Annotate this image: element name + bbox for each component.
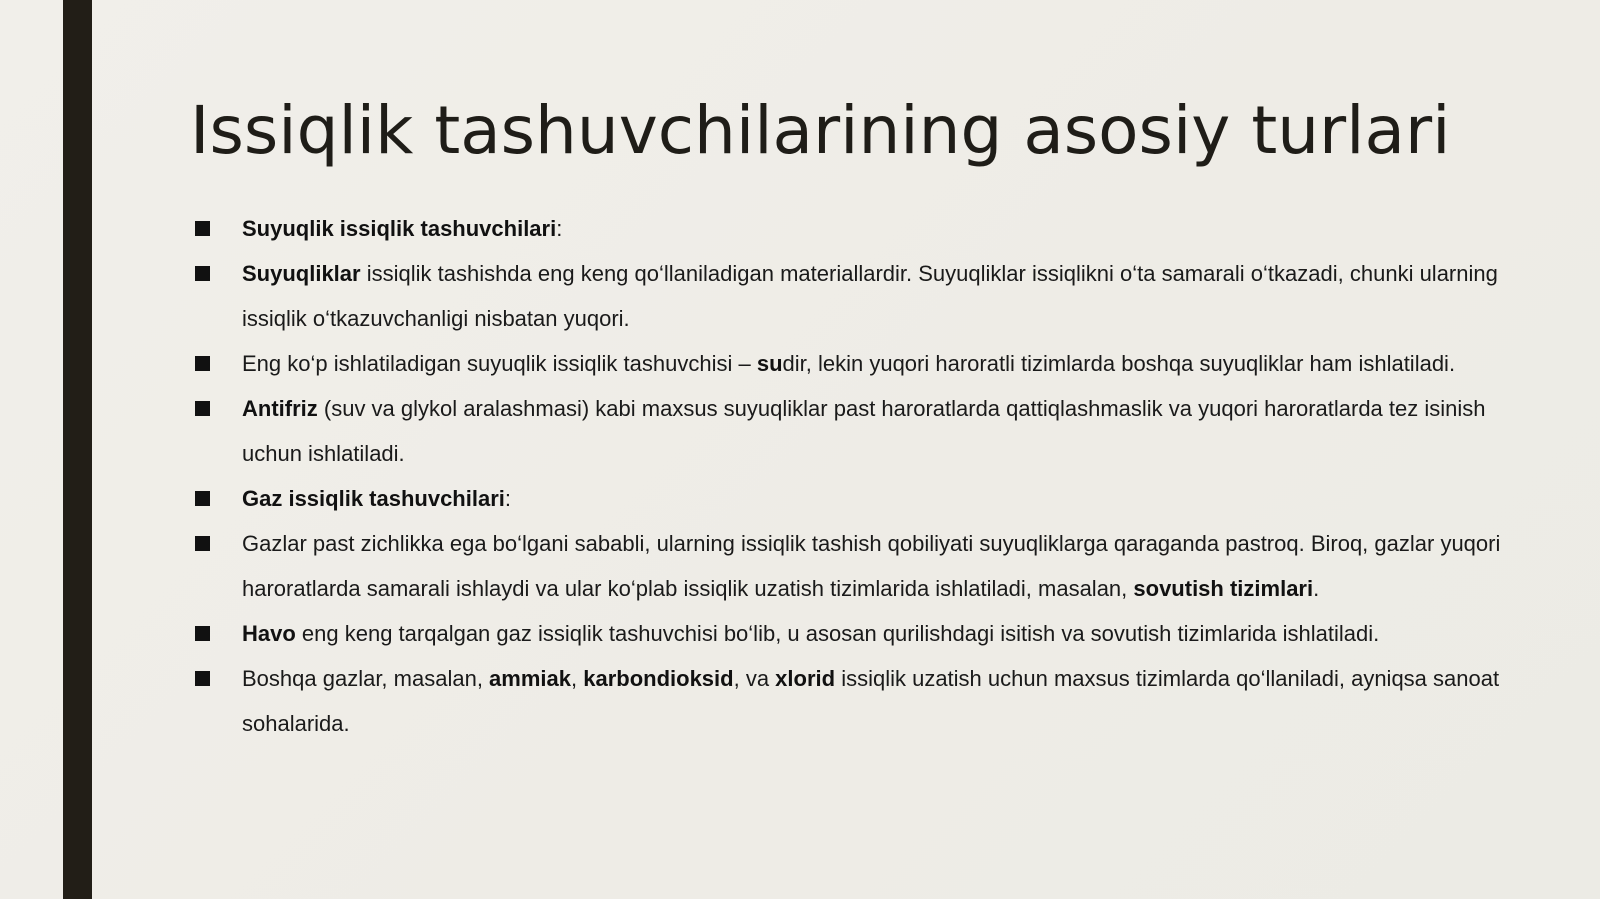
bullet-bold-text: karbondioksid bbox=[583, 666, 734, 691]
list-item bbox=[192, 521, 1532, 611]
bullet-plain-text: (suv va glykol aralashmasi) kabi maxsus suyuqliklar past haroratlarda qattiqlashmaslik va yuqori haroratlarda tez isinish uchun ishlatiladi. bbox=[242, 396, 1486, 466]
bullet-text bbox=[242, 666, 1499, 736]
bullet-text bbox=[242, 261, 1498, 331]
bullet-text bbox=[242, 486, 511, 511]
list-item bbox=[192, 656, 1532, 746]
square-bullet-icon bbox=[195, 536, 210, 551]
list-item bbox=[192, 386, 1532, 476]
list-item bbox=[192, 251, 1532, 341]
accent-bar bbox=[63, 0, 92, 899]
bullet-plain-text: , va bbox=[733, 666, 776, 691]
bullet-bold-text: ammiak bbox=[489, 666, 571, 691]
square-bullet-icon bbox=[195, 491, 210, 506]
bullet-text bbox=[242, 396, 1486, 466]
list-item bbox=[192, 206, 1532, 251]
bullet-bold-text: xlorid bbox=[775, 666, 836, 691]
list-item bbox=[192, 476, 1532, 521]
list-item bbox=[192, 341, 1532, 386]
bullet-bold-text: Suyuqlik issiqlik tashuvchilari bbox=[242, 216, 557, 241]
bullet-plain-text: dir, lekin yuqori haroratli tizimlarda boshqa suyuqliklar ham ishlatiladi. bbox=[782, 351, 1456, 376]
bullet-plain-text: : bbox=[556, 216, 563, 241]
bullet-plain-text: eng keng tarqalgan gaz issiqlik tashuvchisi bo‘lib, u asosan qurilishdagi isitish va sovutish tizimlarida ishlatiladi. bbox=[295, 621, 1380, 646]
square-bullet-icon bbox=[195, 266, 210, 281]
bullet-bold-text: sovutish tizimlari bbox=[1133, 576, 1314, 601]
list-item bbox=[192, 611, 1532, 656]
square-bullet-icon bbox=[195, 356, 210, 371]
bullet-text bbox=[242, 351, 1455, 376]
square-bullet-icon bbox=[195, 221, 210, 236]
bullet-list bbox=[192, 206, 1532, 746]
bullet-bold-text: Antifriz bbox=[242, 396, 318, 421]
bullet-bold-text: su bbox=[756, 351, 783, 376]
bullet-bold-text: Suyuqliklar bbox=[242, 261, 361, 286]
bullet-plain-text: issiqlik tashishda eng keng qo‘llaniladigan materiallardir. Suyuqliklar issiqlikni o‘ta samarali o‘tkazadi, chunki ularning issiqlik o‘tkazuvchanligi nisbatan yuqori. bbox=[242, 261, 1498, 331]
bullet-plain-text: Gazlar past zichlikka ega bo‘lgani sababli, ularning issiqlik tashish qobiliyati suyuqliklarga qaraganda pastroq. Biroq, gazlar yuqori haroratlarda samarali ishlaydi va ular ko‘plab issiqlik uzatish tizimlarida ishlatiladi, masalan, bbox=[242, 531, 1501, 601]
bullet-plain-text: Boshqa gazlar, masalan, bbox=[242, 666, 490, 691]
bullet-plain-text: issiqlik uzatish uchun maxsus tizimlarda qo‘llaniladi, ayniqsa sanoat sohalarida. bbox=[242, 666, 1500, 736]
bullet-text bbox=[242, 621, 1379, 646]
square-bullet-icon bbox=[195, 401, 210, 416]
bullet-plain-text: Eng ko‘p ishlatiladigan suyuqlik issiqlik tashuvchisi – bbox=[242, 351, 757, 376]
bullet-text bbox=[242, 216, 562, 241]
bullet-text bbox=[242, 531, 1500, 601]
square-bullet-icon bbox=[195, 626, 210, 641]
bullet-plain-text: . bbox=[1313, 576, 1320, 601]
bullet-bold-text: Havo bbox=[242, 621, 296, 646]
slide-title: Issiqlik tashuvchilarining asosiy turlari bbox=[190, 92, 1451, 169]
bullet-plain-text: : bbox=[504, 486, 512, 511]
bullet-plain-text: , bbox=[571, 666, 584, 691]
bullet-bold-text: Gaz issiqlik tashuvchilari bbox=[242, 486, 505, 511]
square-bullet-icon bbox=[195, 671, 210, 686]
